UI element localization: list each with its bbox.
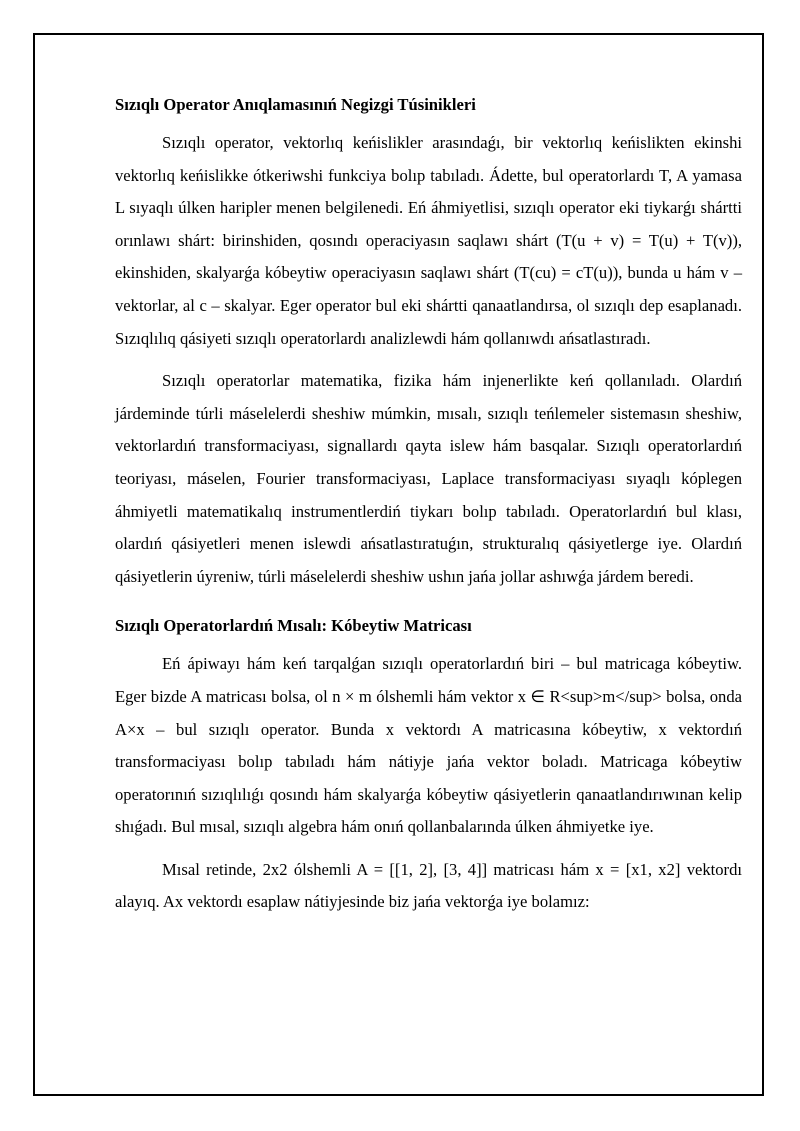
paragraph: Sızıqlı operatorlar matematika, fizika hám injenerlikte keń qollanıladı. Olardıń járdeminde túrli máselelerdi sheshiw múmkin, mısalı, sızıqlı teńlemeler sistemasın sheshiw, vektorlardıń transformaciyası, signallardı qayta islew hám basqalar. Sızıqlı operatorlardıń teoriyası, máselen, Fourier transformaciyası, Laplace transformaciyası sıyaqlı kóplegen áhmiyetli matematikalıq instrumentlerdiń tiykarı bolıp tabıladı. Operatorlardıń bul klası, olardıń qásiyetleri menen islewdi ańsatlastıratuǵın, strukturalıq qásiyetlerge iye. Olardıń qásiyetlerin úyreniw, túrli máselelerdi sheshiw ushın jańa jollar ashıwǵa járdem beredi. [115,371,742,586]
paragraph: Mısal retinde, 2x2 ólshemli A = [[1, 2], [3, 4]] matricası hám x = [x1, x2] vektordı alayıq. Ax vektordı esaplaw nátiyjesinde biz jańa vektorǵa iye bolamız: [115,859,742,912]
section-heading: Sızıqlı Operator Anıqlamasınıń Negizgi Túsinikleri [115,95,476,114]
section-heading: Sızıqlı Operatorlardıń Mısalı: Kóbeytiw Matricası [115,616,472,636]
paragraph: Eń ápiwayı hám keń tarqalǵan sızıqlı operatorlardıń biri – bul matricaga kóbeytiw. Eger bizde A matricası bolsa, ol n × m ólshemli hám vektor x ∈ R<sup>m</sup> bolsa, onda A×x – bul sızıqlı operator. Bunda x vektordı A matricasına kóbeytiw, x vektordıń transformaciyası bolıp tabıladı hám nátiyje jańa vektor boladı. Matricaga kóbeytiw operatorınıń sızıqlılıǵı qosındı hám skalyarǵa kóbeytiw qásiyetlerin qanaatlandırıwınan kelip shıǵadı. Bul mısal, sızıqlı algebra hám onıń qollanbalarında úlken áhmiyetke iye. [115,654,742,837]
document-body [115,92,742,919]
section-definition [115,92,742,593]
paragraph: Sızıqlı operator, vektorlıq keńislikler arasındaǵı, bir vektorlıq keńislikten ekinshi vektorlıq keńislikke ótkeriwshi funkciya bolıp tabıladı. Ádette, bul operatorlardı T, A yamasa L sıyaqlı úlken haripler menen belgilenedi. Eń áhmiyetlisi, sızıqlı operator eki tiykarǵı shártti orınlawı shárt: birinshiden, qosındı operaciyasın saqlawı shárt (T(u + v) = T(u) + T(v)), ekinshiden, skalyarǵa kóbeytiw operaciyasın saqlawı shárt (T(cu) = cT(u)), bunda u hám v – vektorlar, al c – skalyar. Eger operator bul eki shártti qanaatlandırsa, ol sızıqlı dep esaplanadı. Sızıqlılıq qásiyeti sızıqlı operatorlardı analizlewdi hám qollanıwdı ańsatlastıradı. [115,133,742,348]
section-matrix-example [115,613,742,919]
